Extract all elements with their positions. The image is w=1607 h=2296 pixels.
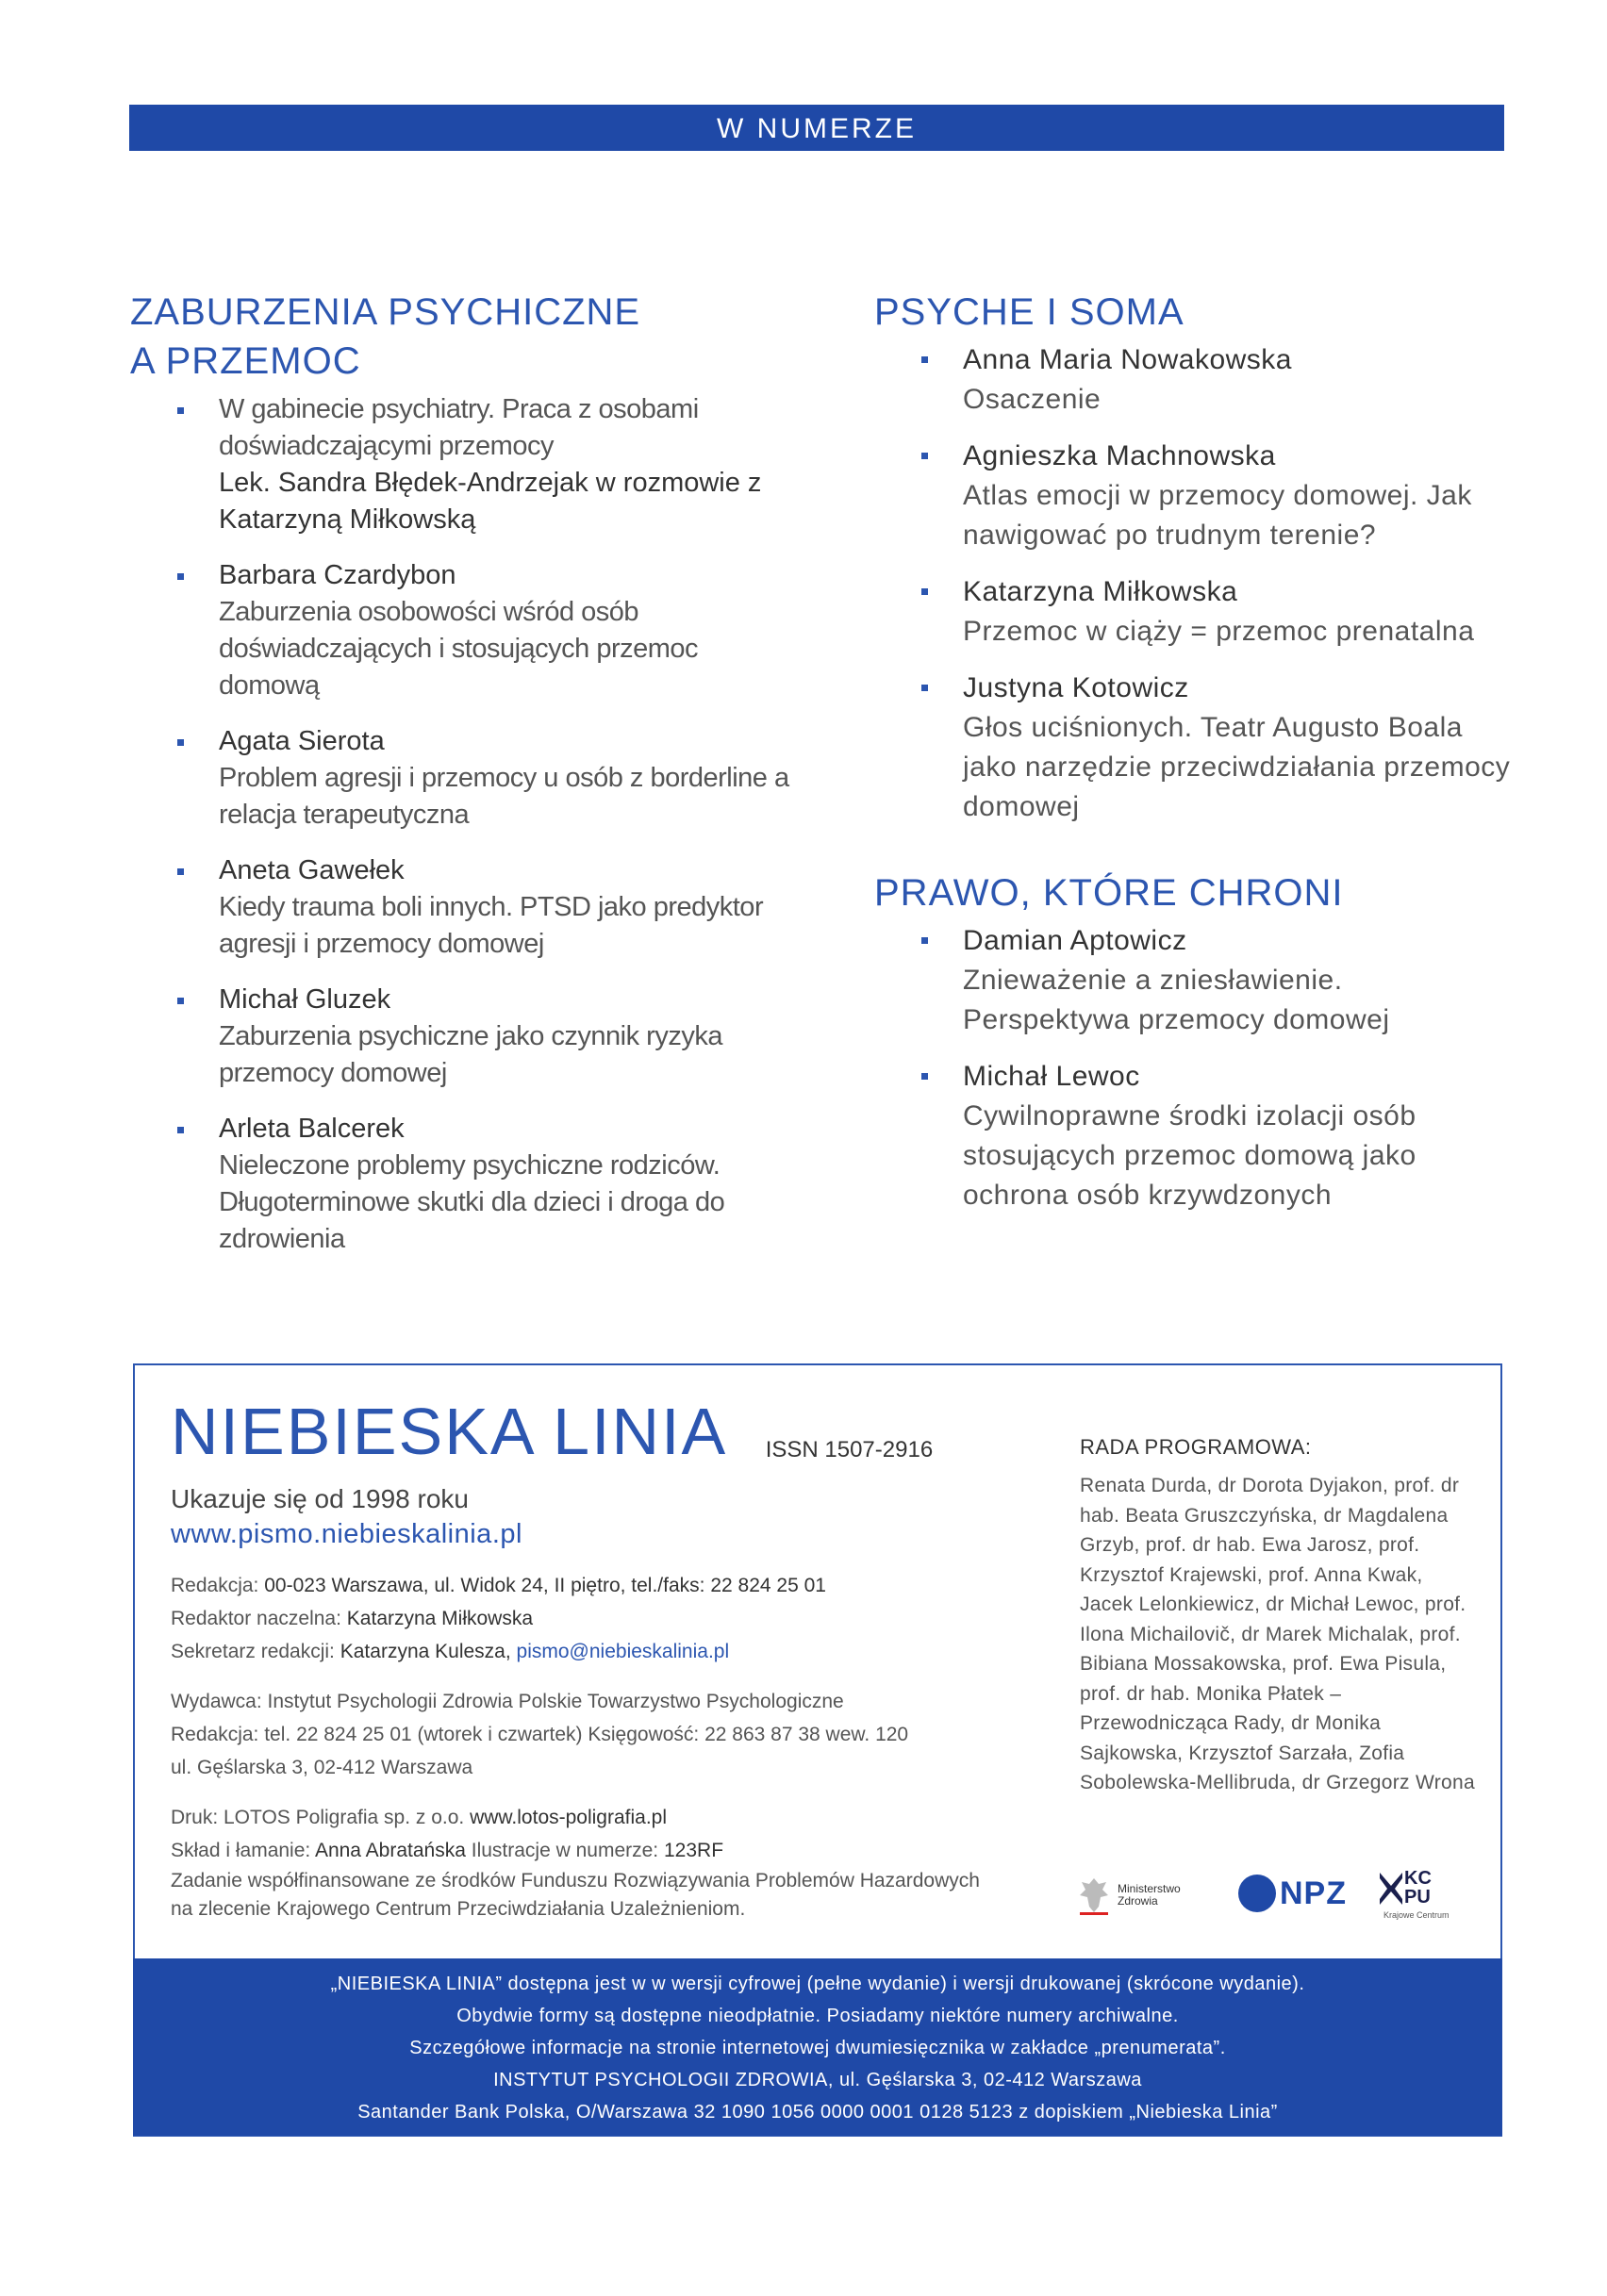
eagle-emblem-icon xyxy=(1078,1875,1110,1916)
email-link[interactable]: pismo@niebieskalinia.pl xyxy=(516,1641,730,1662)
list-item xyxy=(874,669,1516,827)
left-column xyxy=(130,288,790,1277)
footer-line-2: Obydwie formy są dostępne nieodpłatnie. Posiadamy niektóre numery archiwalne. xyxy=(456,2006,1179,2026)
list-item xyxy=(130,723,790,834)
list-item xyxy=(130,391,790,538)
article-author: Lek. Sandra Błędek-Andrzejak w rozmowie z Katarzyną Miłkowską xyxy=(219,468,762,535)
article-title: Osaczenie xyxy=(963,384,1102,415)
editorial-secretary: Sekretarz redakcji: Katarzyna Kulesza, pismo@niebieskalinia.pl xyxy=(171,1641,730,1662)
article-title: Nieleczone problemy psychiczne rodziców. Długoterminowe skutki dla dzieci i droga do zdrowienia xyxy=(219,1150,725,1254)
publisher-address: ul. Gęślarska 3, 02-412 Warszawa xyxy=(171,1757,473,1778)
article-title: Przemoc w ciąży = przemoc prenatalna xyxy=(963,616,1475,647)
footer-line-4: INSTYTUT PSYCHOLOGII ZDROWIA, ul. Gęślarska 3, 02-412 Warszawa xyxy=(493,2070,1142,2090)
editorial-address: Redakcja: 00-023 Warszawa, ul. Widok 24, II piętro, tel./faks: 22 824 25 01 xyxy=(171,1575,826,1596)
sponsor-logos xyxy=(1078,1869,1474,1925)
printer: Druk: LOTOS Poligrafia sp. z o.o. www.lotos-poligrafia.pl xyxy=(171,1807,668,1828)
article-author: Anna Maria Nowakowska xyxy=(963,344,1292,375)
funding-note: Zadanie współfinansowane ze środków Funduszu Rozwiązywania Problemów Hazardowych na zlecenie Krajowego Centrum Przeciwdziałania Uzależnieniom. xyxy=(171,1870,980,1920)
kcpu-logo: KC PU Krajowe Centrum xyxy=(1378,1869,1453,1924)
list-item xyxy=(874,921,1516,1040)
right-column xyxy=(874,288,1516,1232)
article-author: Michał Gluzek xyxy=(219,984,391,1015)
section-title-psyche: PSYCHE I SOMA xyxy=(874,291,1185,333)
printer-website[interactable]: www.lotos-poligrafia.pl xyxy=(470,1807,668,1828)
published-since: Ukazuje się od 1998 roku xyxy=(171,1484,469,1513)
article-title: Znieważenie a zniesławienie. Perspektywa przemocy domowej xyxy=(963,965,1390,1035)
list-item xyxy=(130,852,790,963)
website-link[interactable]: www.pismo.niebieskalinia.pl xyxy=(171,1519,522,1549)
editor-in-chief: Redaktor naczelna: Katarzyna Miłkowska xyxy=(171,1608,534,1629)
article-author: Justyna Kotowicz xyxy=(963,672,1189,703)
footer-line-5: Santander Bank Polska, O/Warszawa 32 1090 1056 0000 0001 0128 5123 z dopiskiem „Niebieska Linia” xyxy=(357,2102,1278,2123)
program-board-heading: RADA PROGRAMOWA: xyxy=(1080,1435,1312,1459)
ministry-logo: Ministerstwo Zdrowia xyxy=(1078,1875,1181,1916)
list-item xyxy=(874,437,1516,555)
header-title: W NUMERZE xyxy=(717,113,917,144)
article-title: Zaburzenia psychiczne jako czynnik ryzyka przemocy domowej xyxy=(219,1021,722,1088)
list-item xyxy=(130,1111,790,1258)
list-item xyxy=(874,572,1516,652)
article-title: Kiedy trauma boli innych. PTSD jako predyktor agresji i przemocy domowej xyxy=(219,892,764,959)
program-board xyxy=(1080,1435,1476,1798)
section-title-line2: A PRZEMOC xyxy=(130,340,361,382)
article-title: Problem agresji i przemocy u osób z borderline a relacja terapeutyczna xyxy=(219,763,789,830)
typesetting: Skład i łamanie: Anna Abratańska Ilustracje w numerze: 123RF xyxy=(171,1840,724,1861)
article-title: Głos uciśnionych. Teatr Augusto Boala jako narzędzie przeciwdziałania przemocy domowej xyxy=(963,712,1511,822)
list-item xyxy=(130,982,790,1092)
npz-circle-icon xyxy=(1238,1875,1276,1912)
article-title: W gabinecie psychiatry. Praca z osobami doświadczającymi przemocy xyxy=(219,394,699,461)
article-author: Arleta Balcerek xyxy=(219,1114,405,1144)
kcpu-cross-icon xyxy=(1378,1871,1404,1907)
list-item xyxy=(874,340,1516,420)
article-author: Michał Lewoc xyxy=(963,1061,1140,1092)
imprint-details xyxy=(171,1394,1038,1924)
article-author: Barbara Czardybon xyxy=(219,560,456,590)
footer-line-3: Szczegółowe informacje na stronie internetowej dwumiesięcznika w zakładce „prenumerata”. xyxy=(409,2038,1226,2058)
article-list-psyche xyxy=(874,340,1516,827)
section-title-zaburzenia xyxy=(130,288,790,386)
magazine-title: NIEBIESKA LINIA xyxy=(171,1395,728,1468)
article-author: Aneta Gawełek xyxy=(219,855,405,885)
npz-logo: NPZ xyxy=(1238,1875,1347,1912)
article-title: Cywilnoprawne środki izolacji osób stosujących przemoc domową jako ochrona osób krzywdzonych xyxy=(963,1100,1416,1211)
publisher: Wydawca: Instytut Psychologii Zdrowia Polskie Towarzystwo Psychologiczne xyxy=(171,1691,844,1712)
section-header-bar xyxy=(129,105,1504,151)
issn-number: ISSN 1507-2916 xyxy=(765,1436,934,1462)
article-list-zaburzenia xyxy=(130,391,790,1258)
editorial-phone: Redakcja: tel. 22 824 25 01 (wtorek i czwartek) Księgowość: 22 863 87 38 wew. 120 xyxy=(171,1724,909,1745)
list-item xyxy=(874,1057,1516,1215)
article-author: Agata Sierota xyxy=(219,726,385,756)
list-item xyxy=(130,557,790,704)
subscription-info-bar xyxy=(133,1958,1502,2136)
article-author: Damian Aptowicz xyxy=(963,925,1187,956)
article-author: Katarzyna Miłkowska xyxy=(963,576,1238,607)
article-title: Zaburzenia osobowości wśród osób doświadczających i stosujących przemoc domową xyxy=(219,597,699,701)
article-author: Agnieszka Machnowska xyxy=(963,440,1276,471)
article-title: Atlas emocji w przemocy domowej. Jak nawigować po trudnym terenie? xyxy=(963,480,1472,551)
program-board-members: Renata Durda, dr Dorota Dyjakon, prof. dr hab. Beata Gruszczyńska, dr Magdalena Grzyb, prof. dr hab. Ewa Jarosz, prof. Krzysztof Krajewski, prof. Anna Kwak, Jacek Lelonkiewicz, dr Michał Lewoc, prof. Ilona Michailovič, dr Marek Michalak, prof. Bibiana Mossakowska, prof. Ewa Pisula, prof. dr hab. Monika Płatek – Przewodnicząca Rady, dr Monika Sajkowska, Krzysztof Sarzała, Zofia Sobolewska-Mellibruda, dr Grzegorz Wrona xyxy=(1080,1475,1475,1793)
section-title-prawo: PRAWO, KTÓRE CHRONI xyxy=(874,872,1344,914)
section-title-line1: ZABURZENIA PSYCHICZNE xyxy=(130,291,641,333)
article-list-prawo xyxy=(874,921,1516,1215)
footer-line-1: „NIEBIESKA LINIA” dostępna jest w w wersji cyfrowej (pełne wydanie) i wersji drukowanej (skrócone wydanie). xyxy=(330,1974,1305,1994)
